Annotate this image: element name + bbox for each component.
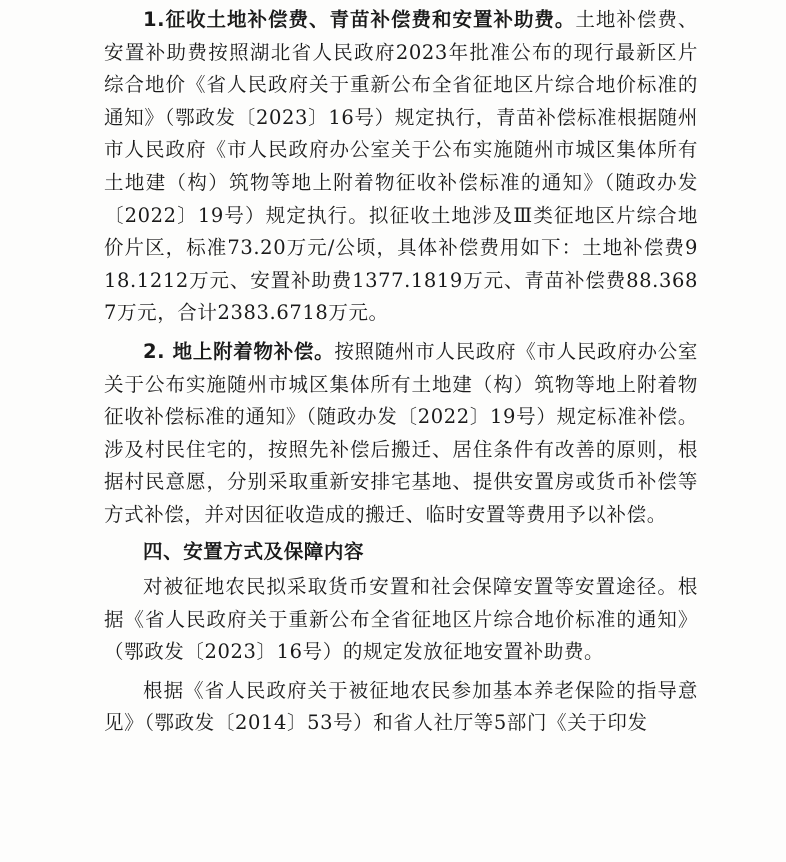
paragraph-attachment-compensation (104, 336, 698, 532)
paragraph-resettlement: 对被征地农民拟采取货币安置和社会保障安置等安置途径。根据《省人民政府关于重新公布全省征地区片综合地价标准的通知》（鄂政发〔2023〕16号）的规定发放征地安置补助费。 (104, 575, 698, 664)
paragraph-pension: 根据《省人民政府关于被征地农民参加基本养老保险的指导意见》（鄂政发〔2014〕53号）和省人社厅等5部门《关于印发 (104, 678, 698, 735)
paragraph-land-compensation (104, 4, 698, 330)
section-heading: 四、安置方式及保障内容 (143, 539, 365, 563)
paragraph-lead: 2. 地上附着物补偿。 (143, 339, 335, 363)
paragraph-body: 按照随州市人民政府《市人民政府办公室关于公布实施随州市城区集体所有土地建（构）筑物等地上附着物征收补偿标准的通知》（随政办发〔2022〕19号）规定标准补偿。涉及村民住宅的，按照先补偿后搬迁、居住条件有改善的原则，根据村民意愿，分别采取重新安排宅基地、提供安置房或货币补偿等方式补偿，并对因征收造成的搬迁、临时安置等费用予以补偿。 (104, 339, 698, 526)
paragraph-lead: 1.征收土地补偿费、青苗补偿费和安置补助费。 (143, 8, 576, 31)
paragraph-body: 土地补偿费、安置补助费按照湖北省人民政府2023年批准公布的现行最新区片综合地价《省人民政府关于重新公布全省征地区片综合地价标准的通知》（鄂政发〔2023〕16号）规定执行，青苗补偿标准根据随州市人民政府《市人民政府办公室关于公布实施随州市城区集体所有土地建（构）筑物等地上附着物征收补偿标准的通知》（随政办发〔2022〕19号）规定执行。拟征收土地涉及Ⅲ类征地区片综合地价片区，标准73.20万元/公顷，具体补偿费用如下：土地补偿费918.1212万元、安置补助费1377.1819万元、青苗补偿费88.3687万元，合计2383.6718万元。 (104, 8, 698, 325)
